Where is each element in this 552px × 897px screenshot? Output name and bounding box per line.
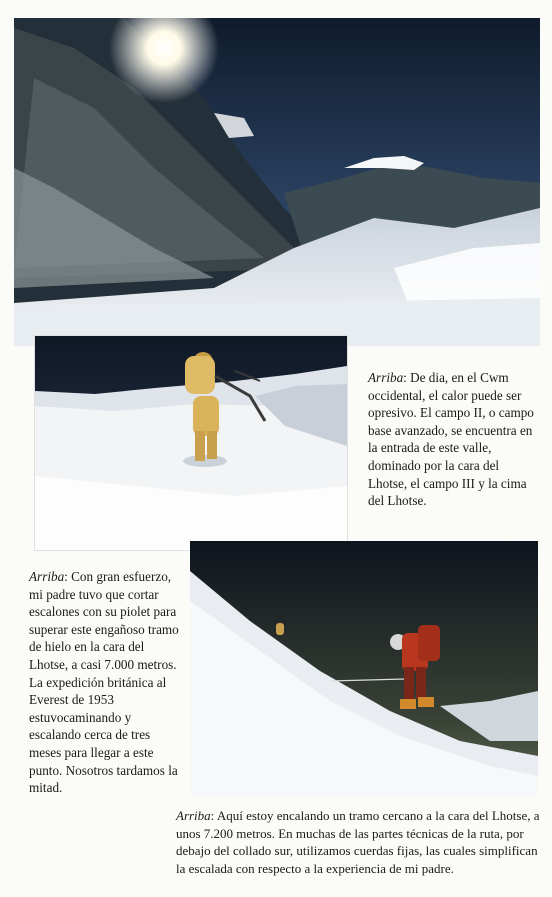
caption-lead: Arriba — [176, 808, 211, 823]
caption-lead: Arriba — [368, 370, 404, 385]
caption-western-cwm — [368, 369, 538, 510]
climber-fixed-rope-photo — [190, 541, 538, 797]
caption-text: : Con gran esfuerzo, mi padre tuvo que cortar escalones con su piolet para superar este engañoso tramo de hielo en la cara del Lhotse, a casi 7.000 metros. La expedición británica al Everest de 1953 estuvocaminando y escalando cerca de tres meses para llegar a este punto. Nosotros tardamos la mitad. — [29, 569, 179, 796]
caption-lhotse-face-steps — [29, 568, 179, 797]
caption-text: : De dia, en el Cwm occidental, el calor puede ser opresivo. El campo II, o campo base avanzado, se encuentra en la entrada de este valle, dominado por la cara del Lhotse, el campo III y la cima del Lhotse. — [368, 370, 534, 509]
caption-fixed-ropes — [176, 807, 542, 877]
caption-lead: Arriba — [29, 569, 65, 584]
climber-yellow-suit-photo — [34, 335, 348, 551]
caption-text: : Aquí estoy encalando un tramo cercano a la cara del Lhotse, a unos 7.200 metros. En muchas de las partes técnicas de la ruta, por debajo del collado sur, utilizamos cuerdas fijas, las cuales simplifican la escalada con respecto a la experiencia de mi padre. — [176, 808, 540, 876]
western-cwm-photo — [14, 18, 540, 346]
